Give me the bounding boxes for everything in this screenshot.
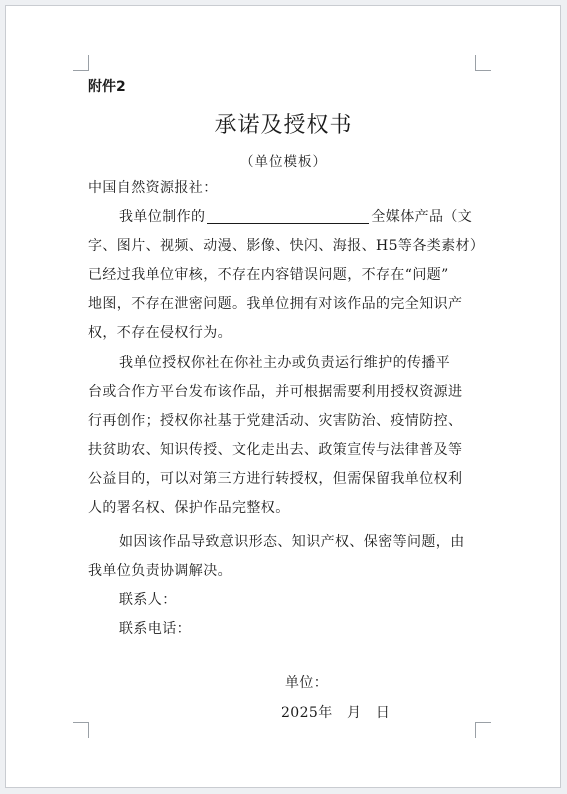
crop-mark-bottom-left [73,722,89,738]
recipient-line: 中国自然资源报社： [88,180,218,196]
para1-line3: 已经过我单位审核，不存在内容错误问题，不存在“问题” [88,267,449,283]
para2-line6: 人的署名权、保护作品完整权。 [88,500,290,516]
para1-line2: 字、图片、视频、动漫、影像、快闪、海报、H5等各类素材） [88,238,485,254]
para3-line2: 我单位负责协调解决。 [88,563,232,579]
para2-line2: 台或合作方平台发布该作品，并可根据需要利用授权资源进 [88,384,463,400]
crop-mark-bottom-right [475,722,491,738]
para3-line1: 如因该作品导致意识形态、知识产权、保密等问题，由 [119,534,465,550]
crop-mark-top-right [475,55,491,71]
para2-line3: 行再创作；授权你社基于党建活动、灾害防治、疫情防控、 [88,413,463,429]
attachment-label: 附件2 [88,79,126,95]
date-line: 2025年 月 日 [281,705,391,721]
contact-person-label: 联系人： [119,592,177,608]
para1-line1 [119,207,472,227]
para2-line5: 公益目的，可以对第三方进行转授权，但需保留我单位权利 [88,471,463,487]
para1-line1-post: 全媒体产品（文 [371,209,473,225]
para2-line1: 我单位授权你社在你社主办或负责运行维护的传播平 [119,355,451,371]
contact-phone-label: 联系电话： [119,621,191,637]
para2-line4: 扶贫助农、知识传授、文化走出去、政策宣传与法律普及等 [88,442,463,458]
crop-mark-top-left [73,55,89,71]
fill-in-blank[interactable] [207,207,369,224]
document-title: 承诺及授权书 [214,113,353,138]
para1-line1-pre: 我单位制作的 [119,209,206,225]
document-subtitle: （单位模板） [240,154,327,170]
para1-line5: 权，不存在侵权行为。 [88,325,232,341]
unit-label: 单位： [285,675,329,691]
para1-line4: 地图，不存在泄密问题。我单位拥有对该作品的完全知识产 [88,296,463,312]
